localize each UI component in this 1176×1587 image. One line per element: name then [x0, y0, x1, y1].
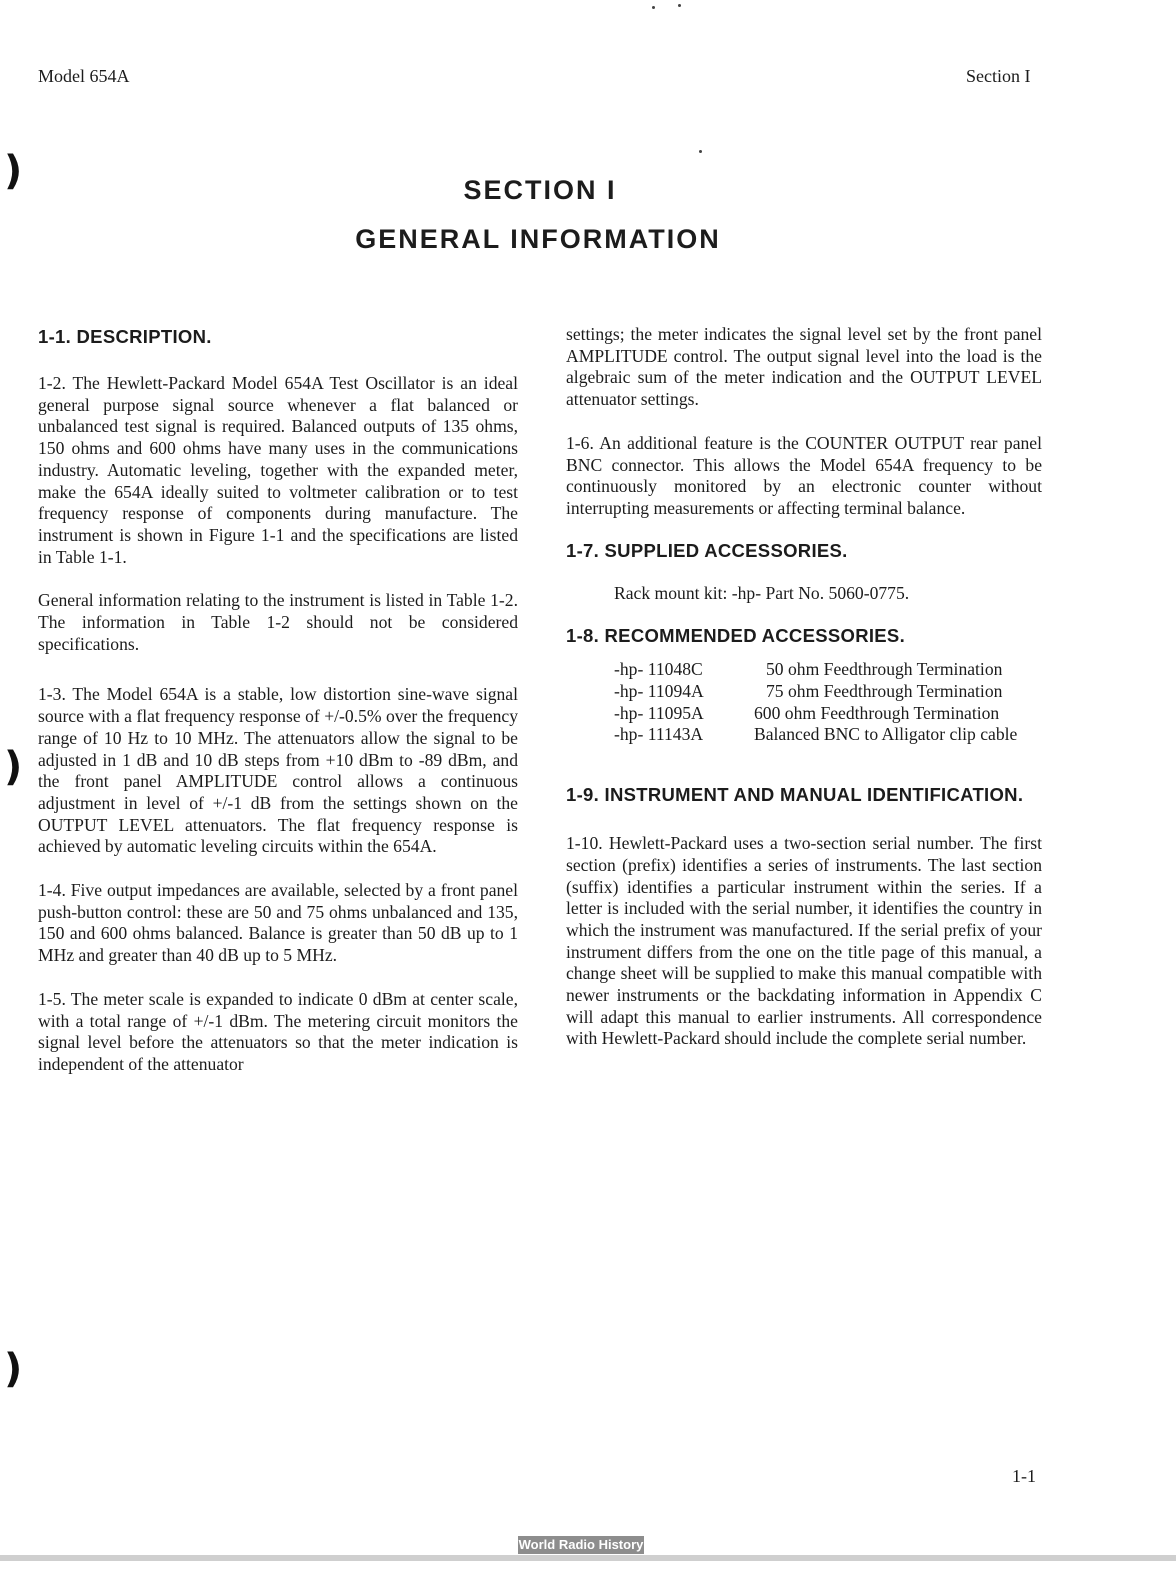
paragraph-1-3: 1-3. The Model 654A is a stable, low distortion sine-wave signal source with a flat frequency response of +/-0.5% over the frequency range of 10 Hz to 10 MHz. The attenuators allow the signal to be adjusted in 1 dB and 10 dB steps from +10 dBm to -89 dBm, and the front panel AMPLITUDE control allows a continuous adjustment in level of +/-1 dB from the settings shown on the OUTPUT LEVEL attenuators. The flat frequency response is achieved by automatic leveling circuits within the 654A. — [38, 684, 518, 857]
page-title-section: SECTION I — [463, 175, 617, 205]
paragraph-continued: settings; the meter indicates the signal level set by the front panel AMPLITUDE control. The output signal level into the load is the algebraic sum of the meter indication and the OUTPUT LEVEL attenuator settings. — [566, 324, 1042, 410]
accessory-part-number: -hp- 11048C — [614, 659, 703, 680]
accessory-description: 600 ohm Feedthrough Termination — [754, 702, 1000, 723]
header-model: Model 654A — [38, 66, 130, 86]
heading-instrument-identification: 1-9. INSTRUMENT AND MANUAL IDENTIFICATION. — [566, 784, 1024, 806]
paragraph-1-2: 1-2. The Hewlett-Packard Model 654A Test Oscillator is an ideal general purpose signal source whenever a flat balanced or unbalanced test signal is required. Balanced outputs of 135 ohms, 150 ohms and 600 ohms have many uses in the communications industry. Automatic leveling, together with the expanded meter, make the 654A ideally suited to voltmeter calibration or to test frequency response of components during manufacture. The instrument is shown in Figure 1-1 and the specifications are listed in Table 1-1. — [38, 373, 518, 567]
header-section: Section I — [966, 66, 1031, 86]
paragraph-1-10: 1-10. Hewlett-Packard uses a two-section serial number. The first section (prefix) identifies a series of instruments. The last section (suffix) identifies a particular instrument within the series. If a letter is included with the serial number, it identifies the country in which the instrument was manufactured. If the serial prefix of your instrument differs from the one on the title page of this manual, a change sheet will be supplied to make this manual compatible with newer instruments or the backdating information in Appendix C will adapt this manual to earlier instruments. All correspondence with Hewlett-Packard should include the complete serial number. — [566, 833, 1042, 1049]
paragraph-1-5: 1-5. The meter scale is expanded to indicate 0 dBm at center scale, with a total range of +/-1 dBm. The metering circuit monitors the signal level before the attenuators so that the meter indication is independent of the attenuator — [38, 988, 518, 1074]
scan-speck — [678, 4, 681, 7]
accessory-part-number: -hp- 11143A — [614, 724, 704, 745]
recommended-accessories-table — [566, 659, 1042, 746]
accessory-part-number: -hp- 11094A — [614, 681, 704, 702]
binding-mark-top: ) — [4, 148, 23, 194]
heading-description: 1-1. DESCRIPTION. — [38, 326, 212, 347]
supplied-accessory-item: Rack mount kit: -hp- Part No. 5060-0775. — [614, 582, 910, 603]
scan-speck — [652, 6, 655, 9]
paragraph-1-4: 1-4. Five output impedances are available, selected by a front panel push-button control: these are 50 and 75 ohms unbalanced and 135, 150 and 600 ohms balanced. Balance is greater than 50 dB up to 1 MHz and greater than 40 dB up to 5 MHz. — [38, 880, 518, 966]
footer-bar — [0, 1555, 1176, 1561]
watermark-badge: World Radio History — [518, 1537, 644, 1552]
accessory-row — [566, 724, 1042, 746]
paragraph-general-information: General information relating to the instrument is listed in Table 1-2. The information in Table 1-2 should not be considered specifications. — [38, 590, 518, 654]
accessory-part-number: -hp- 11095A — [614, 702, 704, 723]
scan-speck — [699, 150, 702, 153]
page-title-general-information: GENERAL INFORMATION — [355, 224, 721, 254]
binding-mark-middle: ) — [4, 744, 23, 790]
accessory-row — [566, 681, 1042, 703]
heading-supplied-accessories: 1-7. SUPPLIED ACCESSORIES. — [566, 539, 848, 561]
accessory-description: 75 ohm Feedthrough Termination — [766, 681, 1003, 702]
accessory-description: Balanced BNC to Alligator clip cable — [754, 724, 1018, 745]
left-column — [38, 326, 518, 1076]
paragraph-1-6: 1-6. An additional feature is the COUNTER OUTPUT rear panel BNC connector. This allows the Model 654A frequency to be continuously monitored by an electronic counter without interrupting measurements or affecting terminal balance. — [566, 432, 1042, 518]
heading-recommended-accessories: 1-8. RECOMMENDED ACCESSORIES. — [566, 625, 906, 647]
page-number: 1-1 — [1012, 1466, 1036, 1486]
accessory-row — [566, 659, 1042, 681]
right-column — [566, 324, 1042, 1050]
binding-mark-bottom: ) — [4, 1346, 23, 1392]
accessory-description: 50 ohm Feedthrough Termination — [766, 659, 1003, 680]
accessory-row — [566, 703, 1042, 725]
